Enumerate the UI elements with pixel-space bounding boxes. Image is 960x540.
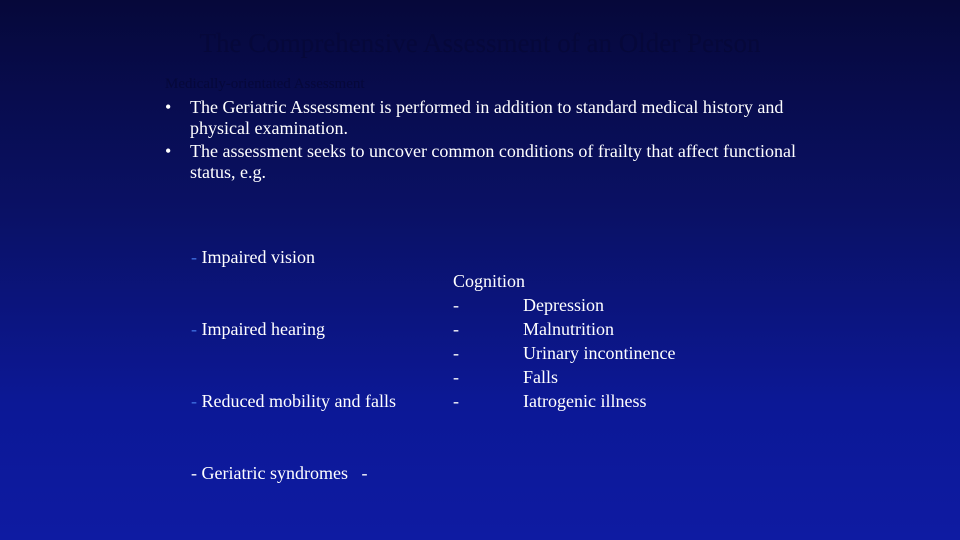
bullet-mark: • [165, 97, 172, 117]
list-item [453, 389, 647, 413]
list-item [453, 293, 604, 317]
list-item [453, 317, 614, 341]
bullet-item [165, 141, 805, 183]
list-item-text: Iatrogenic illness [523, 391, 647, 411]
list-item-text: Depression [523, 295, 604, 315]
dash-marker: - [191, 319, 202, 339]
list-item-text: Reduced mobility and falls [201, 391, 396, 411]
list-heading: Cognition [453, 271, 526, 291]
dash-marker: - [453, 295, 459, 315]
list-item-text: Impaired vision [201, 247, 315, 267]
dash-marker: - [453, 319, 459, 339]
dash-marker: - [191, 247, 202, 267]
bullet-mark: • [165, 141, 172, 161]
bullet-text: The assessment seeks to uncover common conditions of frailty that affect functional status, e.g. [190, 141, 796, 182]
bullet-item [165, 97, 805, 139]
list-heading-row [453, 269, 525, 293]
list-item [191, 389, 396, 413]
list-item [191, 317, 396, 341]
slide-subtitle: Medically-orientated Assessment [165, 76, 365, 92]
dash-marker: - [453, 391, 459, 411]
dash-marker: - [453, 367, 459, 387]
list-item [191, 245, 396, 269]
geriatric-syndromes-list [453, 269, 676, 413]
list-item [191, 461, 396, 485]
frailty-conditions-list [191, 197, 396, 533]
list-item-text: Malnutrition [523, 319, 614, 339]
list-item-text: Geriatric syndromes [201, 463, 348, 483]
list-item-text: Impaired hearing [201, 319, 325, 339]
slide-title: The Comprehensive Assessment of an Older Person [199, 28, 761, 58]
list-item-text: Urinary incontinence [523, 343, 676, 363]
list-item [453, 341, 676, 365]
list-item-text: Falls [523, 367, 559, 387]
trailing-dash: - [347, 463, 368, 483]
bullet-list [165, 97, 805, 185]
dash-marker: - [453, 343, 459, 363]
bullet-text: The Geriatric Assessment is performed in addition to standard medical history and physical examination. [190, 97, 784, 138]
dash-marker: - [191, 463, 202, 483]
list-item [453, 365, 559, 389]
dash-marker: - [191, 391, 202, 411]
